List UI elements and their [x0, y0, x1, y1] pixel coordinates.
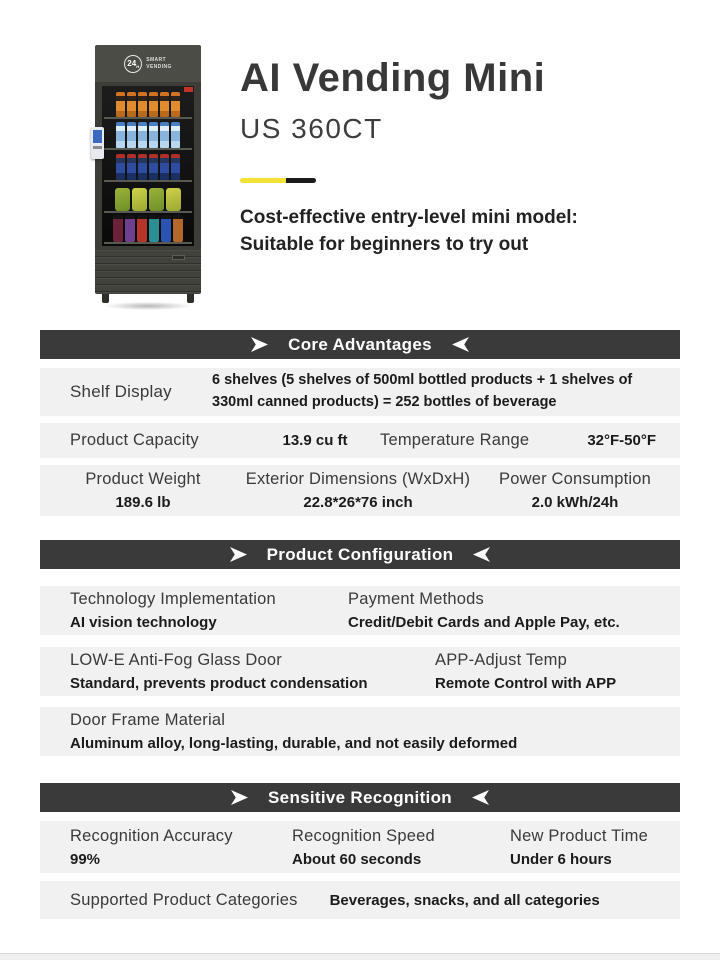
spec-value: 6 shelves (5 shelves of 500ml bottled products + 1 shelves of 330ml canned products) = 252 bottles of beverage [212, 372, 633, 410]
spec-value: 13.9 cu ft [282, 432, 348, 449]
spec-label: Technology Implementation [70, 590, 276, 608]
spec-content [40, 330, 680, 919]
spec-label: Door Frame Material [70, 711, 226, 729]
divider-yellow-segment [240, 178, 286, 183]
description-line-1: Cost-effective entry-level mini model: [240, 207, 578, 228]
spec-value: 22.8*26*76 inch [303, 494, 413, 511]
hero-section [0, 0, 720, 330]
spec-row-capacity-temperature [40, 423, 680, 458]
spec-row-door-frame [40, 707, 680, 756]
shelf-water-bottles [104, 119, 192, 150]
arrow-left-icon [472, 790, 489, 805]
spec-cell-dimensions [236, 470, 480, 511]
spec-row-categories [40, 881, 680, 919]
spec-label: Product Weight [85, 470, 201, 488]
spec-value: Remote Control with APP [435, 675, 617, 692]
spec-value: 189.6 lb [115, 494, 171, 511]
spec-label: Temperature Range [380, 431, 530, 449]
shelf-canned-products [104, 213, 192, 244]
spec-label: Recognition Accuracy [70, 826, 233, 845]
spec-value: 99% [70, 850, 101, 868]
spec-value: About 60 seconds [292, 850, 422, 868]
smart-vending-logo-icon [124, 55, 142, 73]
spec-cell-accuracy [70, 827, 292, 868]
spec-label: LOW-E Anti-Fog Glass Door [70, 651, 282, 669]
section-header-core-advantages [40, 330, 680, 359]
spec-row-glassdoor-apptemp [40, 647, 680, 696]
spec-row-technology-payment [40, 586, 680, 635]
spec-label: Exterior Dimensions (WxDxH) [245, 470, 471, 488]
spec-label: Supported Product Categories [70, 890, 298, 909]
spec-cell-door-frame [70, 711, 680, 752]
product-description [240, 205, 578, 259]
machine-header-panel [95, 45, 201, 82]
logo-hour: H [136, 64, 140, 69]
spec-cell-payment [348, 590, 680, 631]
spec-value: 2.0 kWh/24h [531, 494, 619, 511]
section-header-sensitive-recognition [40, 783, 680, 812]
spec-cell-new-product [510, 827, 680, 868]
machine-glass-door [95, 82, 201, 250]
model-number: US 360CT [240, 113, 383, 144]
spec-value: Standard, prevents product condensation [70, 675, 368, 692]
machine-vent-panel [95, 250, 201, 294]
spec-row-recognition-stats [40, 821, 680, 873]
hero-text-block [240, 56, 578, 259]
vending-machine-image [95, 45, 201, 306]
spec-label: APP-Adjust Temp [435, 651, 568, 669]
spec-value: 32°F-50°F [587, 432, 656, 449]
spec-label: Payment Methods [348, 590, 484, 608]
spec-label: Product Capacity [70, 431, 199, 449]
arrow-right-icon [251, 337, 268, 352]
description-line-2: Suitable for beginners to try out [240, 233, 529, 255]
arrow-left-icon [473, 547, 490, 562]
spec-cell-power [480, 470, 670, 511]
shelf-bottled-drinks [104, 88, 192, 119]
spec-value: Under 6 hours [510, 850, 612, 868]
machine-lock [172, 255, 185, 260]
spec-label: Recognition Speed [292, 826, 435, 845]
arrow-right-icon [230, 547, 247, 562]
machine-feet [95, 294, 201, 306]
section-title: Core Advantages [288, 334, 432, 354]
page-title: AI Vending Mini [240, 56, 546, 100]
shelf-soda-bottles [104, 150, 192, 181]
spec-value: Credit/Debit Cards and Apple Pay, etc. [348, 614, 620, 631]
section-title: Sensitive Recognition [268, 787, 452, 807]
spec-label: Power Consumption [499, 470, 651, 488]
section-header-product-configuration [40, 540, 680, 569]
spec-cell-weight [50, 470, 236, 511]
arrow-right-icon [231, 790, 248, 805]
machine-brand-chip [184, 87, 193, 92]
spec-cell-app-temp [435, 651, 680, 692]
spec-value: Beverages, snacks, and all categories [329, 891, 600, 909]
accent-divider [240, 178, 578, 183]
spec-label: Shelf Display [70, 382, 172, 401]
arrow-left-icon [452, 337, 469, 352]
divider-black-segment [286, 178, 316, 183]
spec-label: New Product Time [510, 826, 648, 845]
spec-row-weight-dimensions-power [40, 465, 680, 516]
spec-value: Aluminum alloy, long-lasting, durable, and not easily deformed [70, 735, 518, 752]
next-section-edge [0, 953, 720, 960]
card-reader-device [91, 127, 104, 159]
spec-cell-glass-door [70, 651, 435, 692]
smart-vending-logo-text: SMART VENDING [146, 56, 172, 70]
spec-cell-technology [70, 590, 348, 631]
section-title: Product Configuration [266, 544, 454, 564]
spec-cell-speed [292, 827, 510, 868]
logo-24: 24 [127, 59, 137, 68]
machine-glass-window [102, 86, 194, 246]
spec-value: AI vision technology [70, 614, 217, 631]
spec-row-shelf-display [40, 368, 680, 416]
shelf-snack-bags [104, 182, 192, 213]
